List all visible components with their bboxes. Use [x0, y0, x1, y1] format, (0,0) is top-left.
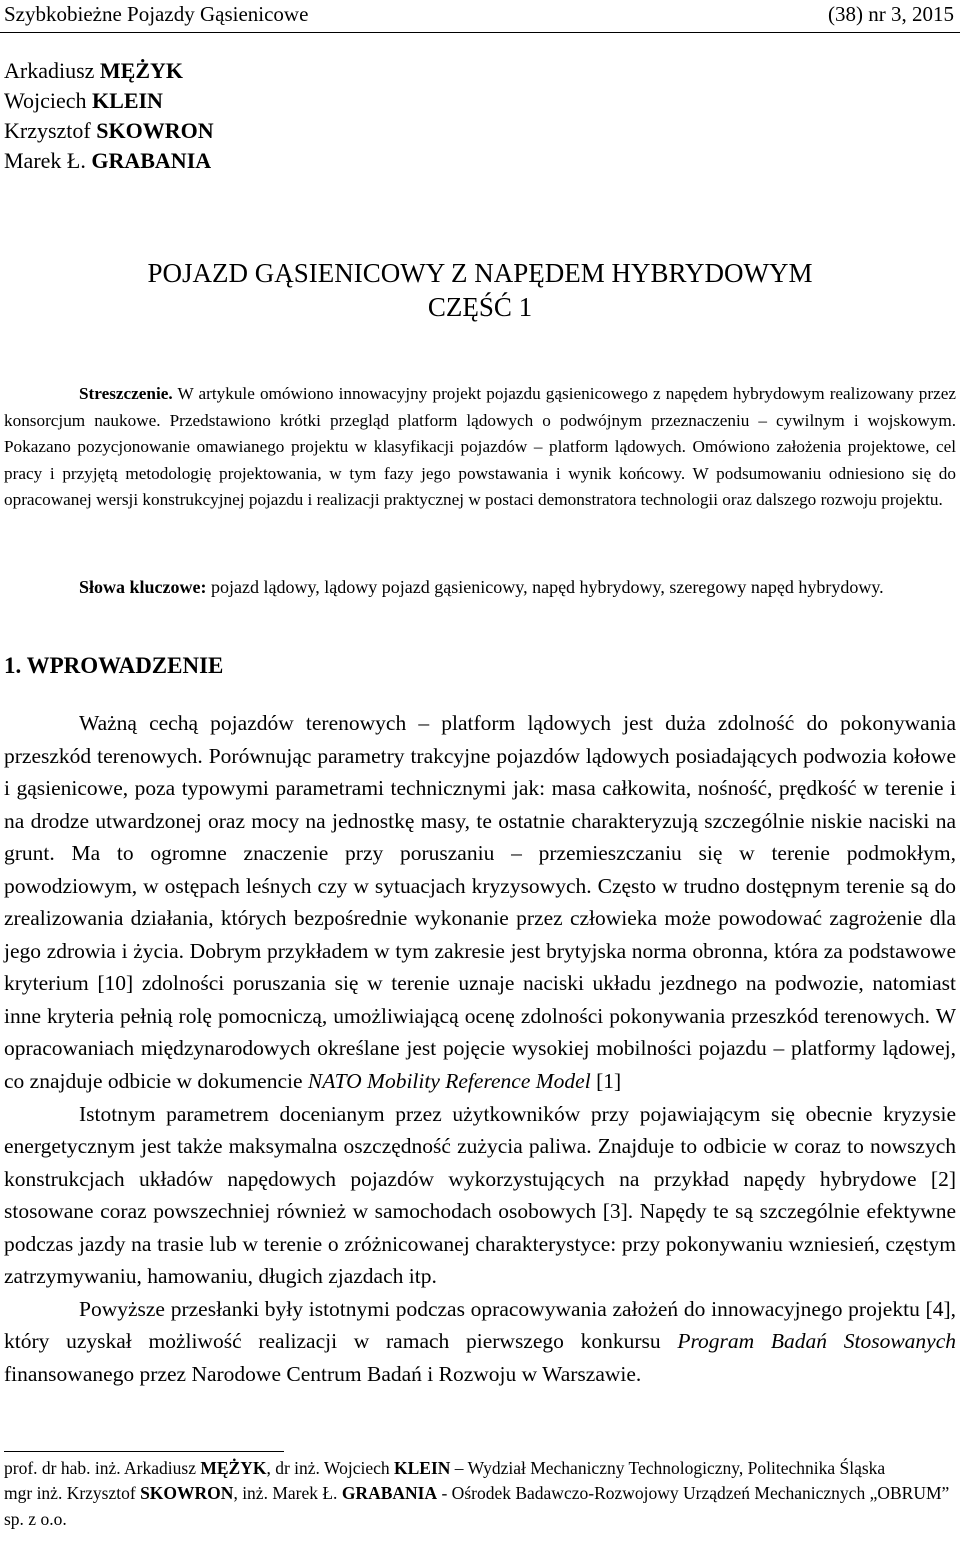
author-first-name: Arkadiusz: [4, 58, 100, 83]
affiliation-footnote: [4, 1456, 956, 1532]
footnote-surname: SKOWRON: [140, 1483, 234, 1504]
body-paragraph-1: [4, 707, 956, 1098]
footnote-text: , inż. Marek Ł.: [233, 1483, 342, 1504]
affiliation-2: [4, 1481, 956, 1532]
footnote-surname: KLEIN: [394, 1458, 451, 1478]
keywords-label: Słowa kluczowe:: [79, 577, 207, 597]
affiliation-1: [4, 1456, 956, 1481]
footnote-text: mgr inż. Krzysztof: [4, 1483, 141, 1504]
paragraph-text: finansowanego przez Narodowe Centrum Badań i Rozwoju w Warszawie.: [4, 1361, 642, 1386]
abstract-label: Streszczenie.: [79, 384, 173, 403]
journal-name: Szybkobieżne Pojazdy Gąsienicowe: [4, 2, 309, 26]
author-last-name: KLEIN: [92, 88, 163, 113]
title-line-1: POJAZD GĄSIENICOWY Z NAPĘDEM HYBRYDOWYM: [147, 258, 813, 288]
italic-reference: NATO Mobility Reference Model: [307, 1069, 591, 1094]
author-1: [4, 56, 214, 86]
footnote-text: – Wydział Mechaniczny Technologiczny, Politechnika Śląska: [450, 1458, 886, 1478]
paper-title: [0, 256, 960, 324]
keywords: [4, 574, 956, 601]
footnote-text: - Ośrodek Badawczo-Rozwojowy Urządzeń Mechanicznych „OBRUM” sp. z o.o.: [4, 1483, 950, 1529]
footnote-text: prof. dr hab. inż. Arkadiusz: [4, 1458, 201, 1478]
paragraph-text: Ważną cechą pojazdów terenowych – platform lądowych jest duża zdolność do pokonywania przeszkód terenowych. Porównując parametry trakcyjne pojazdów lądowych posiadających podwozia kołowe i gąsienicowe, poza typowymi parametrami technicznymi jak: masa całkowita, nośność, prędkość w terenie i na drodze utwardzonej oraz mocy na jednostkę masy, te ostatnie charakteryzują szczególnie niskie naciski na grunt. Ma to ogromne znaczenie przy poruszaniu – przemieszczaniu się w terenie podmokłym, powodziowym, w ostępach leśnych czy w sytuacjach kryzysowych. Często w trudno dostępnym terenie są do zrealizowania działania, których bezpośrednie wykonanie przez człowieka może powodować zagrożenie dla jego zdrowia i życia. Dobrym przykładem w tym zakresie jest brytyjska norma obronna, która za podstawowe kryterium [10] zdolności poruszania się w terenie uznaje naciski układu jezdnego na podwozie, natomiast inne kryteria pełnią rolę pomocniczą, umożliwiającą ocenę zdolności pokonywania przeszkód terenowych. W opracowaniach międzynarodowych określane jest pojęcie wysokiej mobilności pojazdu – platformy lądowej, co znajduje odbicie w dokumencie: [4, 711, 956, 1094]
paragraph-text: [1]: [590, 1069, 622, 1094]
abstract: [4, 381, 956, 514]
footnote-divider: [4, 1451, 284, 1452]
author-3: [4, 116, 214, 146]
author-last-name: SKOWRON: [96, 118, 214, 143]
author-last-name: MĘŻYK: [99, 58, 184, 83]
author-first-name: Marek Ł.: [4, 148, 92, 173]
paragraph-text: Istotnym parametrem docenianym przez użytkowników przy pojawiającym się obecnie kryzysie energetycznym jest także maksymalna oszczędność zużycia paliwa. Znajduje to odbicie w coraz to nowszych konstrukcjach układów napędowych pojazdów wykorzystujących na przykład napędy hybrydowe [2] stosowane coraz powszechniej również w samochodach osobowych [3]. Napędy te są szczególnie efektywne podczas jazdy na trasie lub w terenie o zróżnicowanej charakterystyce: przy pokonywaniu wzniesień, częstym zatrzymywaniu, hamowaniu, długich zjazdach itp.: [4, 1101, 956, 1289]
title-line-2: CZĘŚĆ 1: [427, 292, 533, 322]
section-heading: 1. WPROWADZENIE: [4, 653, 224, 678]
footnote-text: , dr inż. Wojciech: [266, 1458, 395, 1478]
author-first-name: Wojciech: [4, 88, 93, 113]
author-list: [4, 56, 214, 176]
running-header: [4, 0, 954, 30]
footnote-surname: GRABANIA: [341, 1483, 438, 1504]
footnote-surname: MĘŻYK: [200, 1458, 267, 1478]
abstract-text: W artykule omówiono innowacyjny projekt pojazdu gąsienicowego z napędem hybrydowym realizowany przez konsorcjum naukowe. Przedstawiono krótki przegląd platform lądowych o podwójnym przeznaczeniu – cywilnym i wojskowym. Pokazano pozycjonowanie omawianego projektu w klasyfikacji pojazdów – platform lądowych. Omówiono założenia projektowe, cel pracy i przyjętą metodologię projektowania, w tym fazy jego powstawania i wynik końcowy. W podsumowaniu odniesiono się do opracowanej wersji konstrukcyjnej pojazdu i realizacji praktycznej w postaci demonstratora technologii oraz dalszego rozwoju projektu.: [4, 384, 956, 509]
author-2: [4, 86, 214, 116]
header-divider: [0, 32, 960, 33]
keywords-paragraph: [4, 574, 956, 601]
body-text: [4, 707, 956, 1390]
author-last-name: GRABANIA: [91, 148, 212, 173]
body-paragraph-3: [4, 1293, 956, 1391]
paragraph-text: Powyższe przesłanki były istotnymi podczas opracowywania założeń do innowacyjnego projektu [4], który uzyskał możliwość realizacji w ramach pierwszego konkursu: [4, 1296, 956, 1354]
body-paragraph-2: [4, 1098, 956, 1293]
author-first-name: Krzysztof: [4, 118, 97, 143]
author-4: [4, 146, 214, 176]
italic-program-name: Program Badań Stosowanych: [677, 1329, 956, 1354]
abstract-paragraph: [4, 381, 956, 514]
keywords-text: pojazd lądowy, lądowy pojazd gąsienicowy, napęd hybrydowy, szeregowy napęd hybrydowy.: [206, 577, 884, 597]
journal-issue: (38) nr 3, 2015: [828, 2, 954, 26]
